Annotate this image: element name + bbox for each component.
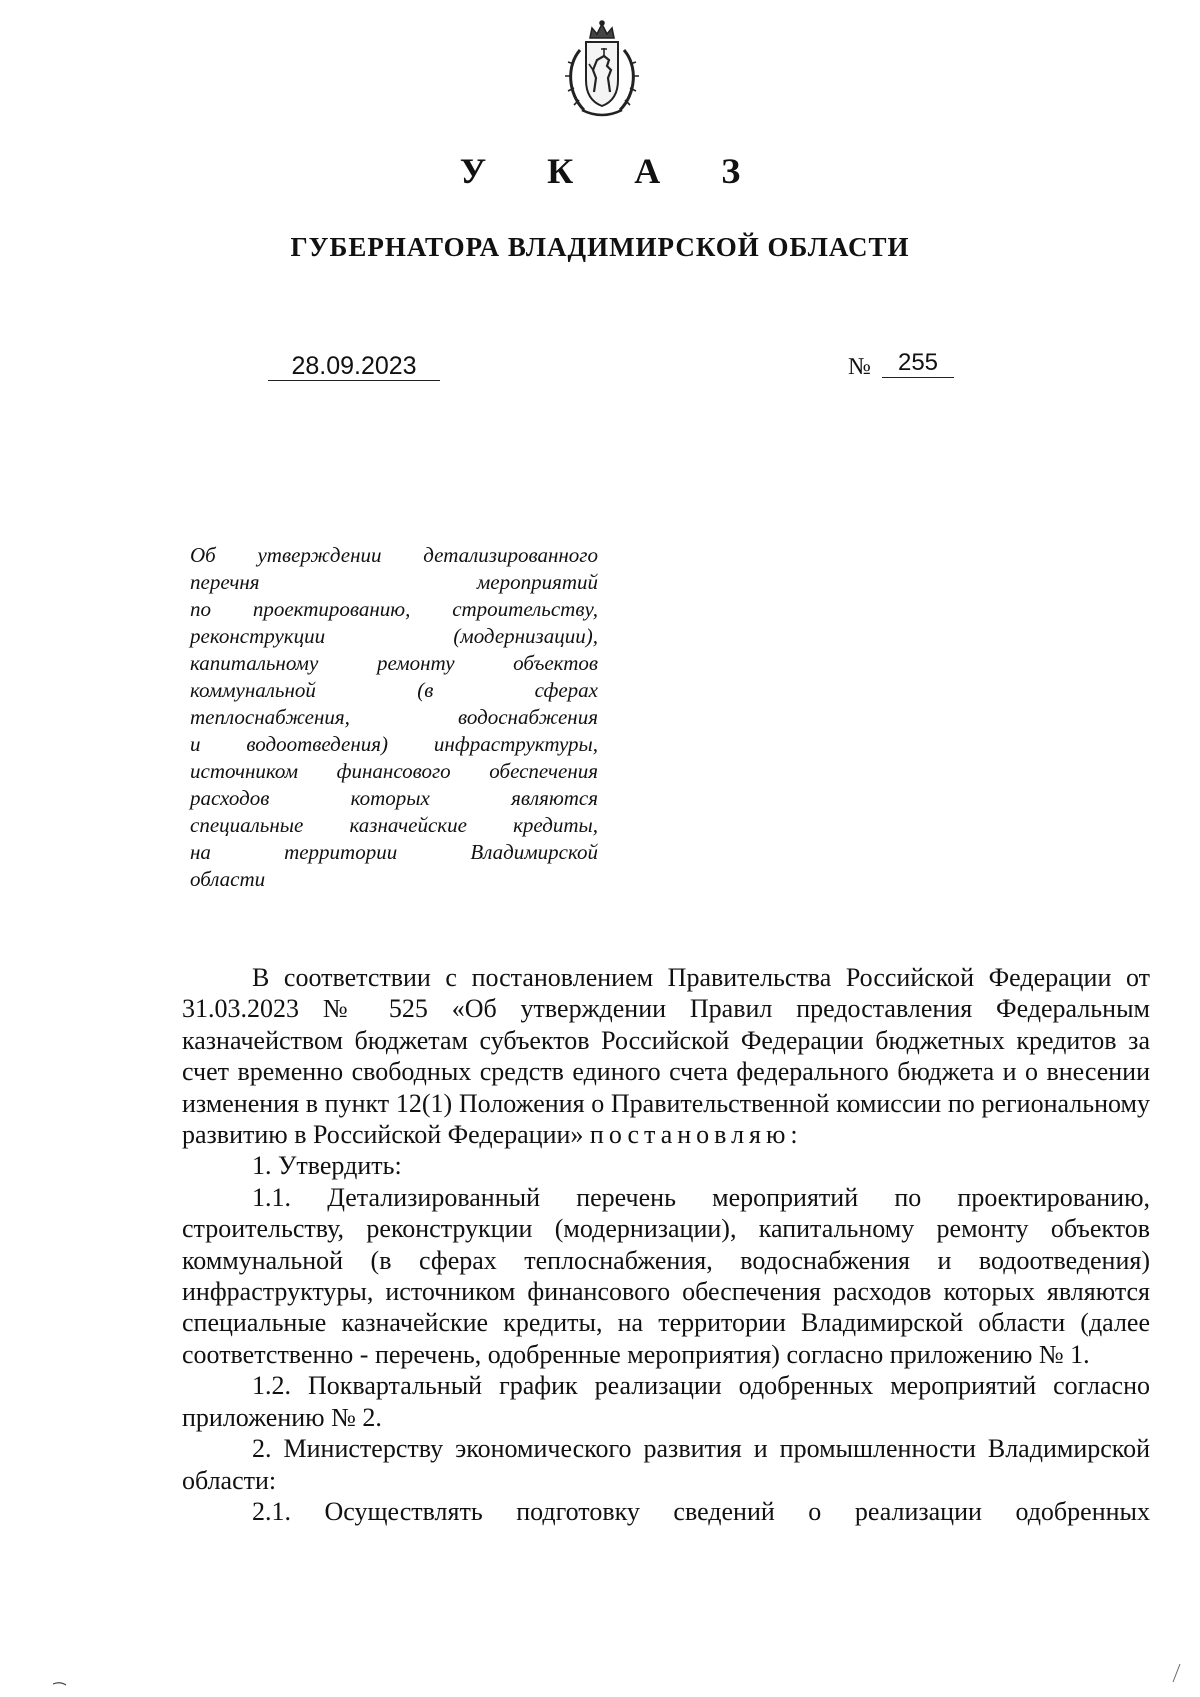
subject-line: источником финансового обеспечения	[190, 759, 598, 783]
subject-line: теплоснабжения, водоснабжения	[190, 705, 598, 729]
subject-line: перечня мероприятий	[190, 570, 598, 594]
subject-line: области	[190, 867, 266, 891]
clause-2: 2. Министерству экономического развития и промышленности Владимирской области:	[182, 1434, 1150, 1495]
subject-line: реконструкции (модернизации),	[190, 624, 598, 648]
coat-of-arms-icon	[560, 20, 644, 120]
document-body	[182, 962, 1150, 1527]
clause-1-2: 1.2. Поквартальный график реализации одобренных мероприятий согласно приложению № 2.	[182, 1371, 1150, 1432]
subject-line: по проектированию, строительству,	[190, 597, 598, 621]
subject-line: Об утверждении детализированного	[190, 543, 598, 567]
subject-line: расходов которых являются	[190, 786, 598, 810]
document-date: 28.09.2023	[268, 352, 440, 381]
document-subtitle: ГУБЕРНАТОРА ВЛАДИМИРСКОЙ ОБЛАСТИ	[290, 232, 910, 262]
preamble-text: В соответствии с постановлением Правительства Российской Федерации от 31.03.2023 № 525 «Об утверждении Правил предоставления Федеральным казначейством бюджетам субъектов Российской Федерации бюджетных кредитов за счет временно свободных средств единого счета федерального бюджета и о внесении изменения в пункт 12(1) Положения о Правительственной комиссии по региональному развитию в Российской Федерации»	[182, 963, 1150, 1150]
subject-line: коммунальной (в сферах	[190, 678, 598, 702]
document-number-label: №	[848, 354, 871, 380]
subject-line: и водоотведения) инфраструктуры,	[190, 732, 598, 756]
scan-mark-icon	[1170, 1662, 1182, 1686]
clause-1-1: 1.1. Детализированный перечень мероприятий по проектированию, строительству, реконструкции (модернизации), капитальному ремонту объектов коммунальной (в сферах теплоснабжения, водоснабжения и водоотведения) инфраструктуры, источником финансового обеспечения расходов которых являются специальные казначейские кредиты, на территории Владимирской области (далее соответственно - перечень, одобренные мероприятия) согласно приложению № 1.	[182, 1182, 1150, 1369]
scan-mark-icon	[52, 1680, 72, 1688]
document-title: У К А З	[459, 151, 767, 191]
subject-block	[190, 542, 598, 893]
clause-2-1: 2.1. Осуществлять подготовку сведений о реализации одобренных	[252, 1496, 1150, 1526]
subject-line: на территории Владимирской	[190, 840, 598, 864]
document-number: 255	[882, 349, 954, 378]
preamble-paragraph	[182, 962, 1150, 1150]
subject-line: капитальному ремонту объектов	[190, 651, 598, 675]
subject-line: специальные казначейские кредиты,	[190, 813, 598, 837]
clause-1: 1. Утвердить:	[252, 1151, 402, 1181]
decree-word: постановляю:	[589, 1120, 803, 1150]
